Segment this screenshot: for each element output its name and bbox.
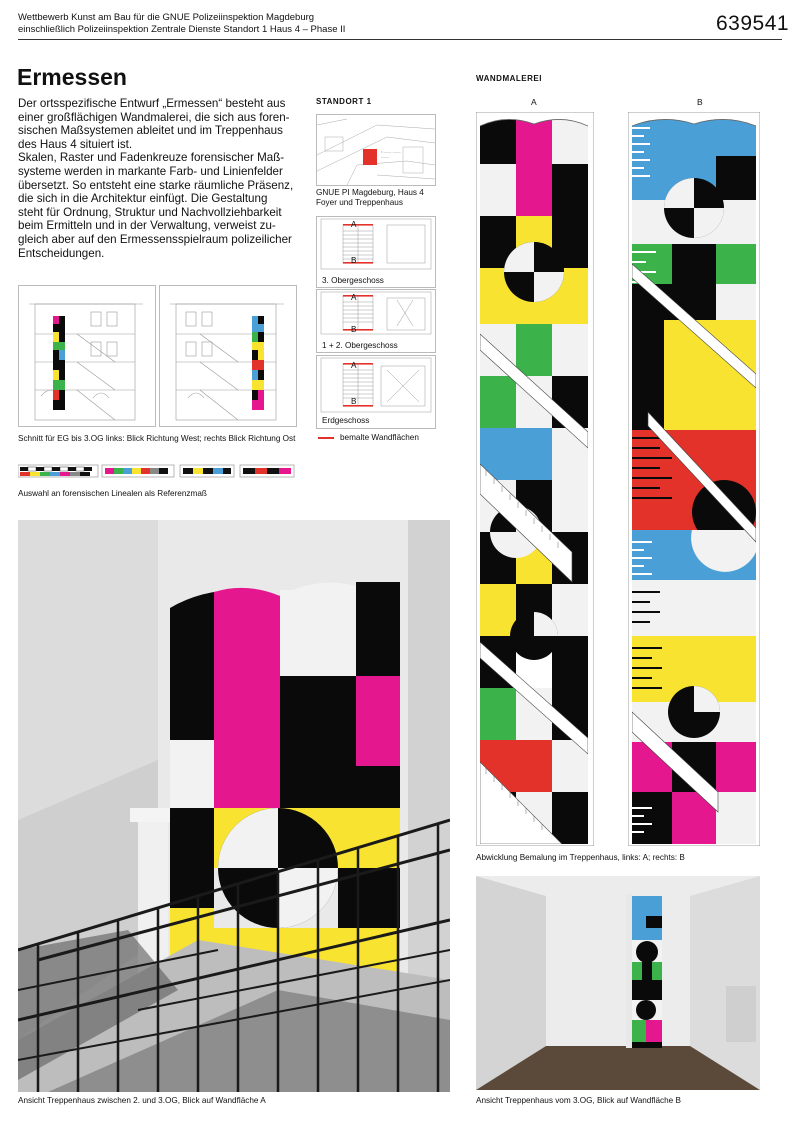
mural-label-b: B — [697, 97, 703, 107]
svg-text:• —— ——: • —— —— — [381, 149, 401, 154]
page-title: Ermessen — [17, 64, 127, 90]
mural-label-a: A — [531, 97, 537, 107]
rulers-caption: Auswahl an forensischen Linealen als Referenzmaß — [18, 489, 207, 498]
intro-line: die sich in die Architektur einfügt. Die Gestaltung — [18, 192, 268, 206]
wandmalerei-heading: WANDMALEREI — [476, 74, 542, 83]
mural-elevation-b — [628, 112, 760, 846]
intro-line: Skalen, Raster und Fadenkreuze forensischer Maß- — [18, 151, 285, 165]
header-line-1: Wettbewerb Kunst am Bau für die GNUE Polizeiinspektion Magdeburg — [18, 12, 315, 23]
intro-line: beim Ermitteln und in der Verwaltung, verweist zu- — [18, 219, 276, 233]
photo-staircase-wall-b — [476, 876, 760, 1090]
floor-label-1-2og: 1 + 2. Obergeschoss — [322, 341, 398, 350]
floor-label-3og: 3. Obergeschoss — [322, 276, 384, 285]
intro-line: des Haus 4 situiert ist. — [18, 137, 133, 151]
entry-code: 639541 — [716, 12, 790, 35]
section-drawing-east — [159, 285, 297, 427]
svg-text:——: —— — [381, 154, 389, 159]
site-caption-1: GNUE PI Magdeburg, Haus 4 — [316, 188, 424, 197]
photo-b-caption: Ansicht Treppenhaus vom 3.OG, Blick auf Wandfläche B — [476, 1096, 681, 1105]
intro-line: gleich aber auf den Ermessensspielraum polizeilicher — [18, 232, 292, 246]
mural-elevation-a — [476, 112, 594, 846]
intro-line: Der ortsspezifische Entwurf „Ermessen“ besteht aus — [18, 97, 286, 110]
intro-line: sischen Maßsystemen ableitet und im Treppenhaus — [18, 124, 283, 138]
site-plan — [316, 114, 436, 186]
intro-line: einer großflächigen Wandmalerei, die sich aus foren- — [18, 110, 290, 124]
legend-swatch — [318, 437, 334, 439]
header-line-2: einschließlich Polizeiinspektion Zentrale Dienste Standort 1 Haus 4 – Phase II — [18, 24, 346, 35]
photo-a-caption: Ansicht Treppenhaus zwischen 2. und 3.OG, Blick auf Wandfläche A — [18, 1096, 266, 1105]
floor-marker-b: B — [351, 325, 357, 334]
intro-text — [18, 97, 303, 260]
forensic-rulers — [18, 463, 298, 479]
wandmalerei-caption: Abwicklung Bemalung im Treppenhaus, links: A; rechts: B — [476, 853, 685, 862]
intro-line: übersetzt. So entsteht eine starke räumliche Präsenz, — [18, 178, 294, 192]
floor-marker-b: B — [351, 256, 357, 265]
floor-marker-a: A — [351, 361, 357, 370]
floor-label-eg: Erdgeschoss — [322, 416, 370, 425]
sections-caption: Schnitt für EG bis 3.OG links: Blick Richtung West; rechts Blick Richtung Ost — [18, 434, 296, 443]
floor-marker-a: A — [351, 293, 357, 302]
floor-marker-b: B — [351, 397, 357, 406]
intro-line: Entscheidungen. — [18, 246, 105, 260]
site-caption-2: Foyer und Treppenhaus — [316, 198, 403, 207]
photo-staircase-wall-a — [18, 520, 450, 1092]
legend-label: bemalte Wandflächen — [340, 433, 419, 442]
floor-marker-a: A — [351, 220, 357, 229]
header-rule — [18, 39, 782, 40]
section-drawing-west — [18, 285, 156, 427]
intro-line: steht für Ordnung, Struktur und Nachvollziehbarkeit — [18, 205, 282, 219]
standort-heading: STANDORT 1 — [316, 97, 372, 106]
intro-line: systeme werden in markante Farb- und Linienfelder — [18, 164, 283, 178]
